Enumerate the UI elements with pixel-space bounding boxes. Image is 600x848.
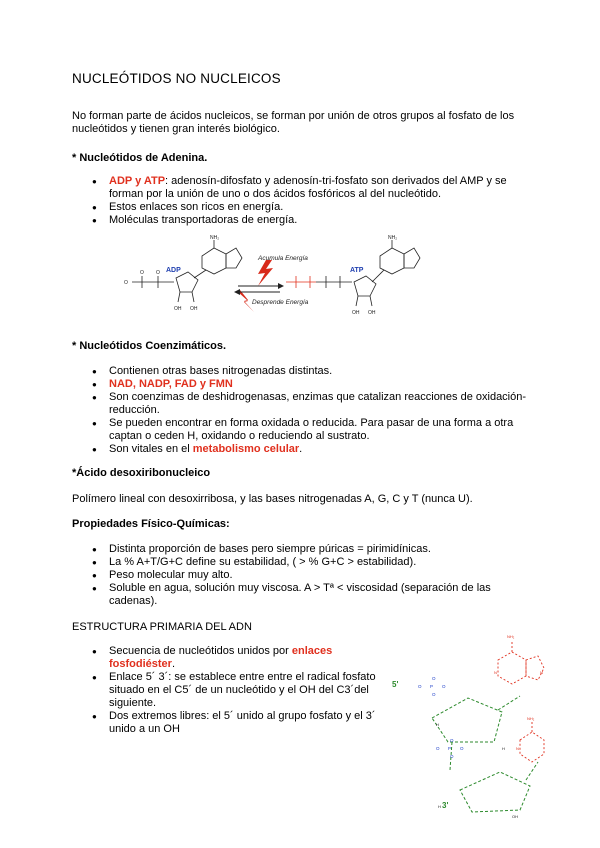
list-item-text: Secuencia de nucleótidos unidos por xyxy=(109,645,292,657)
list-item-text: Distinta proporción de bases pero siempre púricas = pirimidínicas. xyxy=(109,543,431,555)
adn-paragraph: Polímero lineal con desoxirribosa, y las bases nitrogenadas A, G, C y T (nunca U). xyxy=(72,493,473,505)
list-item xyxy=(89,671,389,710)
adenina-heading: * Nucleótidos de Adenina. xyxy=(72,152,208,164)
svg-text:OH: OH xyxy=(368,310,376,316)
svg-text:P: P xyxy=(430,684,434,689)
energy-bolt-top-icon xyxy=(258,260,273,286)
coenzimaticos-list xyxy=(89,365,529,456)
five-prime-label: 5' xyxy=(392,680,399,689)
list-item-text: . xyxy=(299,443,303,455)
desprende-energia-label: Desprende Energía xyxy=(252,299,309,306)
svg-text:NH₂: NH₂ xyxy=(388,235,398,241)
list-item xyxy=(89,543,529,556)
svg-text:OH: OH xyxy=(512,814,518,819)
atp-label: ATP xyxy=(350,267,364,274)
list-item-text: Peso molecular muy alto. xyxy=(109,569,233,581)
list-item-text: Estos enlaces son ricos en energía. xyxy=(109,201,284,213)
adp-atp-term: ADP y ATP xyxy=(109,175,166,187)
svg-text:H: H xyxy=(438,804,441,809)
svg-text:H: H xyxy=(502,746,505,751)
list-item-text: Contienen otras bases nitrogenadas distintas. xyxy=(109,365,333,377)
page-title: NUCLEÓTIDOS NO NUCLEICOS xyxy=(72,71,281,86)
acumula-energia-label: Acumula Energía xyxy=(258,255,308,262)
list-item-text: Soluble en agua, solución muy viscosa. A > Tª < viscosidad (separación de las cadenas). xyxy=(109,582,491,607)
svg-text:O: O xyxy=(450,738,454,743)
svg-text:H: H xyxy=(436,722,439,727)
list-item xyxy=(89,645,389,671)
svg-text:O: O xyxy=(432,676,436,681)
adenina-list xyxy=(89,175,529,227)
svg-text:NH₂: NH₂ xyxy=(527,716,535,721)
list-item-text: Moléculas transportadoras de energía. xyxy=(109,214,298,226)
svg-text:O: O xyxy=(460,746,464,751)
list-item xyxy=(89,569,529,582)
svg-text:P: P xyxy=(448,746,452,751)
list-item-text: Enlace 5´ 3´: se establece entre entre el radical fosfato situado en el C5´ de un nucleótido y el OH del C3´del siguiente. xyxy=(109,671,376,709)
adn-heading: *Ácido desoxiribonucleico xyxy=(72,467,211,479)
list-item xyxy=(89,175,529,201)
list-item xyxy=(89,582,529,608)
propiedades-list xyxy=(89,543,529,608)
list-item xyxy=(89,710,389,736)
svg-text:O: O xyxy=(432,692,436,697)
list-item-text: La % A+T/G+C define su estabilidad, ( > % G+C > estabilidad). xyxy=(109,556,417,568)
list-item-text: Son coenzimas de deshidrogenasas, enzimas que catalizan reacciones de oxidación-reducción. xyxy=(109,391,527,416)
svg-text:N: N xyxy=(516,746,519,751)
svg-text:O: O xyxy=(140,270,144,276)
list-item xyxy=(89,365,529,378)
svg-text:N: N xyxy=(540,670,543,675)
fosfodiester-term: enlaces fosfodiéster xyxy=(109,645,333,670)
svg-text:O: O xyxy=(418,684,422,689)
svg-text:O: O xyxy=(442,684,446,689)
coenzimas-term: NAD, NADP, FAD y FMN xyxy=(109,378,233,390)
svg-text:NH₂: NH₂ xyxy=(210,235,220,241)
metabolismo-term: metabolismo celular xyxy=(192,443,300,455)
svg-text:NH₂: NH₂ xyxy=(507,634,515,639)
dna-primary-structure-diagram xyxy=(390,630,560,830)
estructura-list xyxy=(89,645,389,736)
list-item-text: Son vitales en el xyxy=(109,443,193,455)
list-item-text: . xyxy=(171,658,176,670)
estructura-heading: ESTRUCTURA PRIMARIA DEL ADN xyxy=(72,621,252,633)
svg-text:OH: OH xyxy=(174,306,182,312)
svg-text:O: O xyxy=(124,280,128,286)
list-item-text: Dos extremos libres: el 5´ unido al grupo fosfato y el 3´ unido a un OH xyxy=(109,710,376,735)
list-item xyxy=(89,391,529,417)
svg-text:O: O xyxy=(156,270,160,276)
adp-atp-diagram xyxy=(118,234,438,324)
list-item xyxy=(89,378,529,391)
svg-text:N: N xyxy=(494,670,497,675)
svg-text:OH: OH xyxy=(352,310,360,316)
svg-text:O: O xyxy=(436,746,440,751)
adp-label: ADP xyxy=(166,267,181,274)
list-item-text: : adenosín-difosfato y adenosín-tri-fosfato son derivados del AMP y se forman por la unión de uno o dos ácidos fosfóricos al del nucleótido. xyxy=(109,175,507,200)
list-item xyxy=(89,417,529,443)
intro-paragraph: No forman parte de ácidos nucleicos, se forman por unión de otros grupos al fosfato de los nucleótidos y tienen gran interés biológico. xyxy=(72,110,515,135)
list-item xyxy=(89,201,529,214)
list-item xyxy=(89,214,529,227)
svg-text:OH: OH xyxy=(190,306,198,312)
coenzimaticos-heading: * Nucleótidos Coenzimáticos. xyxy=(72,340,227,352)
list-item-text: Se pueden encontrar en forma oxidada o reducida. Para pasar de una forma a otra captan o ceden H, oxidando o reduciendo al sustrato. xyxy=(109,417,514,442)
list-item xyxy=(89,556,529,569)
list-item xyxy=(89,443,529,456)
three-prime-label: 3' xyxy=(442,801,449,810)
propiedades-heading: Propiedades Físico-Químicas: xyxy=(72,518,230,530)
svg-text:O: O xyxy=(450,754,454,759)
